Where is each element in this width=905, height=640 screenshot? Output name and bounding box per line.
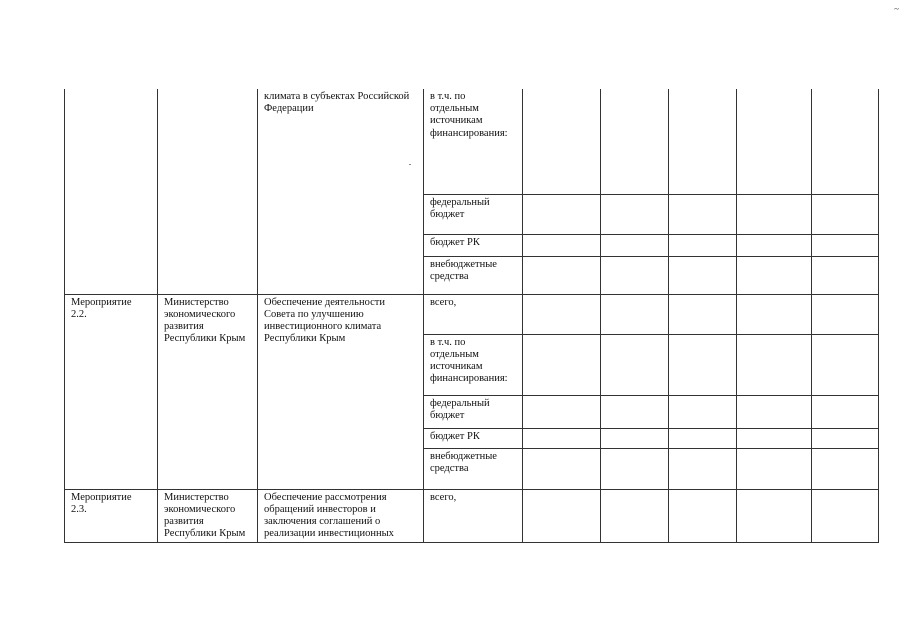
- value-cell: [523, 448, 601, 489]
- value-cell: [523, 294, 601, 334]
- value-cell: [812, 334, 879, 395]
- executor-cell: Министерство экономического развития Республики Крым: [158, 294, 258, 489]
- value-cell: [601, 194, 669, 234]
- value-cell: [669, 428, 737, 448]
- value-cell: [669, 194, 737, 234]
- value-cell: [601, 448, 669, 489]
- source-cell: федеральный бюджет: [424, 395, 523, 428]
- value-cell: [601, 395, 669, 428]
- value-cell: [737, 489, 812, 542]
- value-cell: [523, 234, 601, 256]
- value-cell: [737, 428, 812, 448]
- value-cell: [669, 234, 737, 256]
- value-cell: [601, 256, 669, 294]
- value-cell: [669, 89, 737, 194]
- value-cell: [523, 428, 601, 448]
- event-cell: Мероприятие 2.2.: [65, 294, 158, 489]
- source-cell: бюджет РК: [424, 234, 523, 256]
- value-cell: [737, 89, 812, 194]
- value-cell: [812, 89, 879, 194]
- table-row: [65, 489, 879, 542]
- corner-mark: ~: [894, 4, 899, 14]
- value-cell: [812, 294, 879, 334]
- source-cell: внебюджетные средства: [424, 256, 523, 294]
- source-cell: федеральный бюджет: [424, 194, 523, 234]
- executor-cell: [158, 89, 258, 294]
- value-cell: [601, 428, 669, 448]
- content-cell: климата в субъектах Российской Федерации: [258, 89, 424, 294]
- source-cell: внебюджетные средства: [424, 448, 523, 489]
- value-cell: [812, 489, 879, 542]
- value-cell: [812, 234, 879, 256]
- content-cell: Обеспечение деятельности Совета по улучшению инвестиционного климата Республики Крым: [258, 294, 424, 489]
- table-row: [65, 89, 879, 194]
- financing-table: [64, 89, 879, 543]
- value-cell: [812, 194, 879, 234]
- value-cell: [737, 234, 812, 256]
- source-cell: всего,: [424, 489, 523, 542]
- value-cell: [601, 489, 669, 542]
- value-cell: [523, 89, 601, 194]
- value-cell: [523, 334, 601, 395]
- source-cell: всего,: [424, 294, 523, 334]
- value-cell: [737, 395, 812, 428]
- value-cell: [523, 395, 601, 428]
- source-cell: в т.ч. по отдельным источникам финансирования:: [424, 89, 523, 194]
- value-cell: [669, 294, 737, 334]
- event-cell: Мероприятие 2.3.: [65, 489, 158, 542]
- value-cell: [601, 334, 669, 395]
- value-cell: [669, 448, 737, 489]
- value-cell: [669, 334, 737, 395]
- value-cell: [737, 448, 812, 489]
- value-cell: [523, 194, 601, 234]
- table-row: [65, 294, 879, 334]
- value-cell: [601, 89, 669, 194]
- value-cell: [669, 395, 737, 428]
- value-cell: [601, 294, 669, 334]
- value-cell: [737, 256, 812, 294]
- value-cell: [669, 489, 737, 542]
- value-cell: [523, 256, 601, 294]
- value-cell: [737, 194, 812, 234]
- value-cell: [601, 234, 669, 256]
- value-cell: [523, 489, 601, 542]
- content-cell: Обеспечение рассмотрения обращений инвесторов и заключения соглашений о реализации инвестиционных: [258, 489, 424, 542]
- value-cell: [812, 428, 879, 448]
- value-cell: [737, 334, 812, 395]
- source-cell: бюджет РК: [424, 428, 523, 448]
- value-cell: [812, 448, 879, 489]
- value-cell: [812, 256, 879, 294]
- executor-cell: Министерство экономического развития Республики Крым: [158, 489, 258, 542]
- value-cell: [669, 256, 737, 294]
- event-cell: [65, 89, 158, 294]
- value-cell: [812, 395, 879, 428]
- value-cell: [737, 294, 812, 334]
- source-cell: в т.ч. по отдельным источникам финансирования:: [424, 334, 523, 395]
